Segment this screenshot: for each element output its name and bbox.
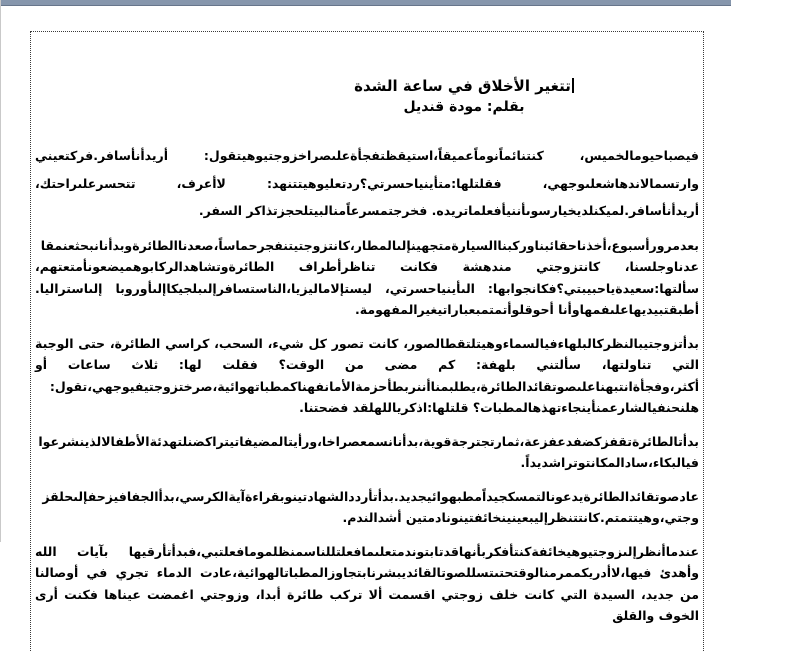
document-title[interactable]: تتغير الأخلاق في ساعة الشدة: [354, 77, 571, 95]
paragraph-3[interactable]: بدأتزوجتيبالنظركالبلهاءفيالسماءوهيتلتقطالصور، كانت تصور كل شيء، السحب، كراسي الطائرة، حتى الوجبة التي تناولتها، سألتني بلهفة: كم مضى من الوقت؟ فقلت لها: ثلاث ساعات أو أكثر،وفجأةانتبهناعلىصوتقائدالطائرة،يطلبمناأننربطأحزمةالأمانفهناكمطباتهوائية،صرختزوجتيفيوجهي،تقول: هلنحنفيالشارعمنأينجاءتهذهالمطبات؟ قلتلها:اذكرياللهلقد فضحتنا.: [35, 335, 699, 415]
document-body[interactable]: [35, 142, 699, 627]
paragraph-6[interactable]: عندماأنظرإلىزوجتيوهيخائفةكنتأفكربأنهاقدتابتوندمتعلىمافعلتللناسمنظلمومافعلتبي،فبدأتأرقيها بآيات الله وأهدئ فيها،لاأدريكممرمنالوقتحتىتسللصوتالقائديبشرنابتجاوزالمطباتالهوائية،عادت الدماء تجري في أوصالنا من جديد، السيدة التي كانت خلف زوجتي اقسمت ألا تركب طائرة أبدا، وزوجتي اغمضت عيناها فكنت أرى الخوف والقلق: [35, 543, 699, 623]
title-block: [132, 76, 796, 117]
paragraph-5[interactable]: عادصوتقائدالطائرةيدعونالتمسكجيداًمطبهوائيجديد.بدأتأرددالشهادتينوبقراءةآيةالكرسي،بدأالجفافيزحفإلىحلقزوجتي،وهيتتمتم.كانتتنظرإليبعينينخائفتينونادمتين أشدالندم.: [42, 488, 699, 525]
byline[interactable]: بقلم: مودة قنديل: [403, 99, 525, 115]
paragraph-4[interactable]: بدأتالطائرةتقفزكضفدعفزعة،ثمارتجترجةقوية،بدأنانسمعصراخا،ورأيتالمضيفاتيتراكضنلتهدئةالأطفالالذينشرعوافيالبكاء،سادالمكانتوتراشديداً.: [38, 433, 699, 470]
text-cursor: [572, 78, 574, 93]
paragraph-2[interactable]: بعدمرورأسبوع،أخذناحقائبناوركبناالسيارةمتجهينإلىالمطار،كانتزوجتيتنفجرحماساً،صعدناالطائرةوبدأنانبحثعنمقاعدناوجلسنا، كانتزوجتي مندهشة فكانت تناظرأطراف الطائرةوتشاهدالركابوهميضعونأمتعتهم، سألتها:سعيدةياحبيبتي؟فكانجوابها: الىأينياحسرتي، ليستإلاماليزيا،الناستسافرإلىبلجيكاإلىأوروبا إلىاستراليا. أطبقتبيديهاعلىفمهاوأنا أحوقلوأتمتمبعباراتيغيرالمفهومة.: [35, 237, 699, 317]
paragraph-1[interactable]: فيصباحيومالخميس، كنتنائماًنوماًعميقاً،استيقظتفجأةعلىصراخزوجتيوهيتقول: أريدأنأسافر.فركتعيني وارتسمالاندهاشعلىوجهي، فقلتلها:متأينياحسرتي؟ردتعليوهيتتنهد: لاأعرف، تتحسرعلىراحتك، أريدأنأسافر.لميكنلديخيارسوىأننيأفعلماتريده. فخرجتمسرعاًمنالبيتلحجزتذاكر السفر.: [35, 148, 699, 218]
title-line[interactable]: [132, 76, 796, 96]
text-boundary-guide: [30, 31, 704, 651]
document-page[interactable]: [1, 6, 731, 623]
